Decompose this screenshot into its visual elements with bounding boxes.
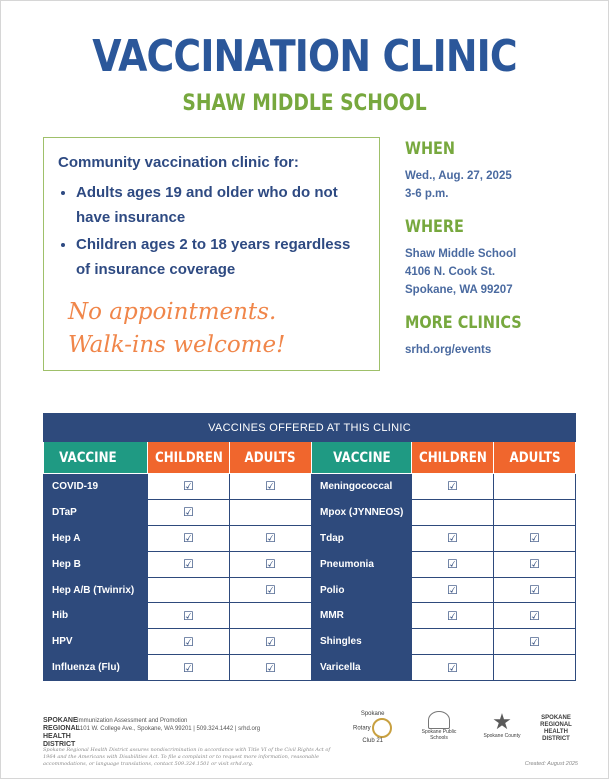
checkbox-checked-icon: ☑ (265, 634, 276, 649)
srhd-logo: SPOKANE REGIONAL HEALTH DISTRICT (43, 717, 80, 748)
where-street: 4106 N. Cook St. (405, 266, 496, 278)
check-cell-children (412, 655, 494, 681)
checkbox-checked-icon: ☑ (529, 557, 540, 572)
checkbox-checked-icon: ☑ (447, 479, 458, 494)
vaccine-name: Meningococcal (312, 474, 412, 500)
vaccine-name: Hep A/B (Twinrix) (44, 577, 148, 603)
tree-icon (428, 711, 450, 729)
check-cell-adults (230, 551, 312, 577)
org-info (77, 717, 260, 733)
where-heading: WHERE (405, 217, 464, 237)
more-clinics-heading: MORE CLINICS (405, 313, 522, 333)
rotary-club: Club 21 (362, 738, 384, 744)
checkbox-checked-icon: ☑ (183, 660, 194, 675)
check-cell-children (412, 577, 494, 603)
check-cell-adults (230, 499, 312, 525)
checkbox-checked-icon: ☑ (447, 557, 458, 572)
check-cell-children (148, 525, 230, 551)
vaccine-name: Hep B (44, 551, 148, 577)
checkbox-checked-icon: ☑ (265, 583, 276, 597)
table-banner: VACCINES OFFERED AT THIS CLINIC (44, 414, 576, 442)
srhd-logo-right: SPOKANE REGIONAL HEALTH DISTRICT (540, 715, 572, 742)
check-cell-children (148, 655, 230, 681)
check-cell-adults (230, 629, 312, 655)
check-cell-children (412, 499, 494, 525)
vaccine-name: Shingles (312, 629, 412, 655)
checkbox-checked-icon: ☑ (447, 531, 458, 546)
vaccine-name: MMR (312, 603, 412, 629)
table-row (44, 629, 576, 655)
rotary-top: Spokane (360, 711, 385, 717)
walk-in-note-line2: Walk-ins welcome! (68, 332, 286, 358)
eligibility-box (43, 137, 380, 371)
when-section (405, 139, 595, 203)
table-row (44, 474, 576, 500)
checkbox-checked-icon: ☑ (529, 608, 540, 623)
where-place: Shaw Middle School (405, 248, 517, 260)
rotary-wheel-icon (372, 718, 392, 738)
check-cell-children (412, 629, 494, 655)
table-row (44, 603, 576, 629)
vaccine-name: Hib (44, 603, 148, 629)
check-cell-children (148, 603, 230, 629)
star-icon: ★ (492, 709, 512, 734)
when-date: Wed., Aug. 27, 2025 (405, 170, 512, 182)
created-date: Created: August 2025 (524, 761, 578, 767)
checkbox-checked-icon: ☑ (529, 634, 540, 649)
check-cell-adults (494, 603, 576, 629)
header-adults-left: ADULTS (230, 442, 312, 474)
checkbox-checked-icon: ☑ (183, 634, 194, 649)
check-cell-adults (494, 525, 576, 551)
checkbox-checked-icon: ☑ (265, 479, 276, 494)
sps-logo (413, 711, 465, 741)
vaccine-name: Hep A (44, 525, 148, 551)
check-cell-adults (230, 474, 312, 500)
checkbox-checked-icon: ☑ (183, 557, 194, 572)
check-cell-adults (230, 655, 312, 681)
check-cell-children (148, 629, 230, 655)
check-cell-adults (230, 577, 312, 603)
check-cell-children (148, 499, 230, 525)
vaccine-name: Polio (312, 577, 412, 603)
clinic-details (405, 139, 595, 373)
vaccine-name: Tdap (312, 525, 412, 551)
more-clinics-link[interactable]: srhd.org/events (405, 344, 492, 356)
checkbox-checked-icon: ☑ (529, 583, 540, 597)
check-cell-adults (494, 577, 576, 603)
page-subtitle: SHAW MIDDLE SCHOOL (182, 91, 427, 116)
rotary-logo (353, 711, 392, 745)
sps-name: Spokane Public Schools (421, 729, 457, 741)
vaccine-name: DTaP (44, 499, 148, 525)
rotary-name: Rotary (353, 725, 371, 732)
checkbox-checked-icon: ☑ (265, 557, 276, 572)
eligibility-list (58, 180, 365, 282)
org-line2: 1101 W. College Ave., Spokane, WA 99201 | 509.324.1442 | srhd.org (77, 726, 261, 732)
where-section (405, 217, 595, 299)
checkbox-checked-icon: ☑ (183, 531, 194, 546)
page-title: VACCINATION CLINIC (92, 31, 517, 82)
table-row (44, 577, 576, 603)
check-cell-adults (494, 474, 576, 500)
eligibility-heading: Community vaccination clinic for: (58, 154, 299, 171)
nondiscrimination-notice: Spokane Regional Health District assures nondiscrimination in accordance with Title VI of the Civil Rights Act of 1964 and the Americans with Disabilities Act. To file a complaint or to request more information, reasonable accommodations, or language translations, contact 509.324.1501 or visit srhd.org. (43, 747, 331, 767)
header-children-left: CHILDREN (148, 442, 230, 474)
table-row (44, 655, 576, 681)
header-vaccine-right: VACCINE (312, 442, 412, 474)
footer (43, 707, 578, 767)
checkbox-checked-icon: ☑ (447, 583, 458, 597)
when-time: 3-6 p.m. (405, 188, 449, 200)
check-cell-adults (494, 551, 576, 577)
checkbox-checked-icon: ☑ (529, 531, 540, 546)
vaccine-name: Mpox (JYNNEOS) (312, 499, 412, 525)
vaccine-name: Varicella (312, 655, 412, 681)
walk-in-note-line1: No appointments. (68, 299, 277, 325)
checkbox-checked-icon: ☑ (183, 505, 194, 520)
checkbox-checked-icon: ☑ (265, 531, 276, 546)
table-row (44, 525, 576, 551)
vaccine-name: COVID-19 (44, 474, 148, 500)
check-cell-children (412, 525, 494, 551)
vaccine-rows (44, 474, 576, 681)
check-cell-adults (494, 655, 576, 681)
check-cell-adults (494, 629, 576, 655)
checkbox-checked-icon: ☑ (183, 608, 194, 623)
eligibility-item-children: • Children ages 2 to 18 years regardless of insurance coverage (76, 232, 365, 282)
org-line1: Immunization Assessment and Promotion (77, 718, 188, 724)
check-cell-adults (494, 499, 576, 525)
checkbox-checked-icon: ☑ (265, 660, 276, 675)
vaccine-name: Pneumonia (312, 551, 412, 577)
table-row (44, 499, 576, 525)
header-adults-right: ADULTS (494, 442, 576, 474)
eligibility-item-adults: • Adults ages 19 and older who do not have insurance (76, 180, 365, 230)
checkbox-checked-icon: ☑ (447, 660, 458, 675)
vaccine-name: HPV (44, 629, 148, 655)
checkbox-checked-icon: ☑ (447, 608, 458, 623)
where-city: Spokane, WA 99207 (405, 284, 513, 296)
county-name: Spokane County (483, 733, 521, 739)
header-children-right: CHILDREN (412, 442, 494, 474)
county-logo (479, 711, 525, 739)
when-heading: WHEN (405, 139, 456, 159)
check-cell-adults (230, 525, 312, 551)
check-cell-adults (230, 603, 312, 629)
check-cell-children (412, 603, 494, 629)
check-cell-children (412, 551, 494, 577)
walk-in-note (58, 296, 365, 362)
check-cell-children (148, 474, 230, 500)
check-cell-children (148, 551, 230, 577)
check-cell-children (148, 577, 230, 603)
header-vaccine-left: VACCINE (44, 442, 148, 474)
more-clinics-section (405, 313, 595, 359)
vaccines-table (43, 413, 576, 681)
vaccine-name: Influenza (Flu) (44, 655, 148, 681)
check-cell-children (412, 474, 494, 500)
checkbox-checked-icon: ☑ (183, 479, 194, 494)
table-row (44, 551, 576, 577)
